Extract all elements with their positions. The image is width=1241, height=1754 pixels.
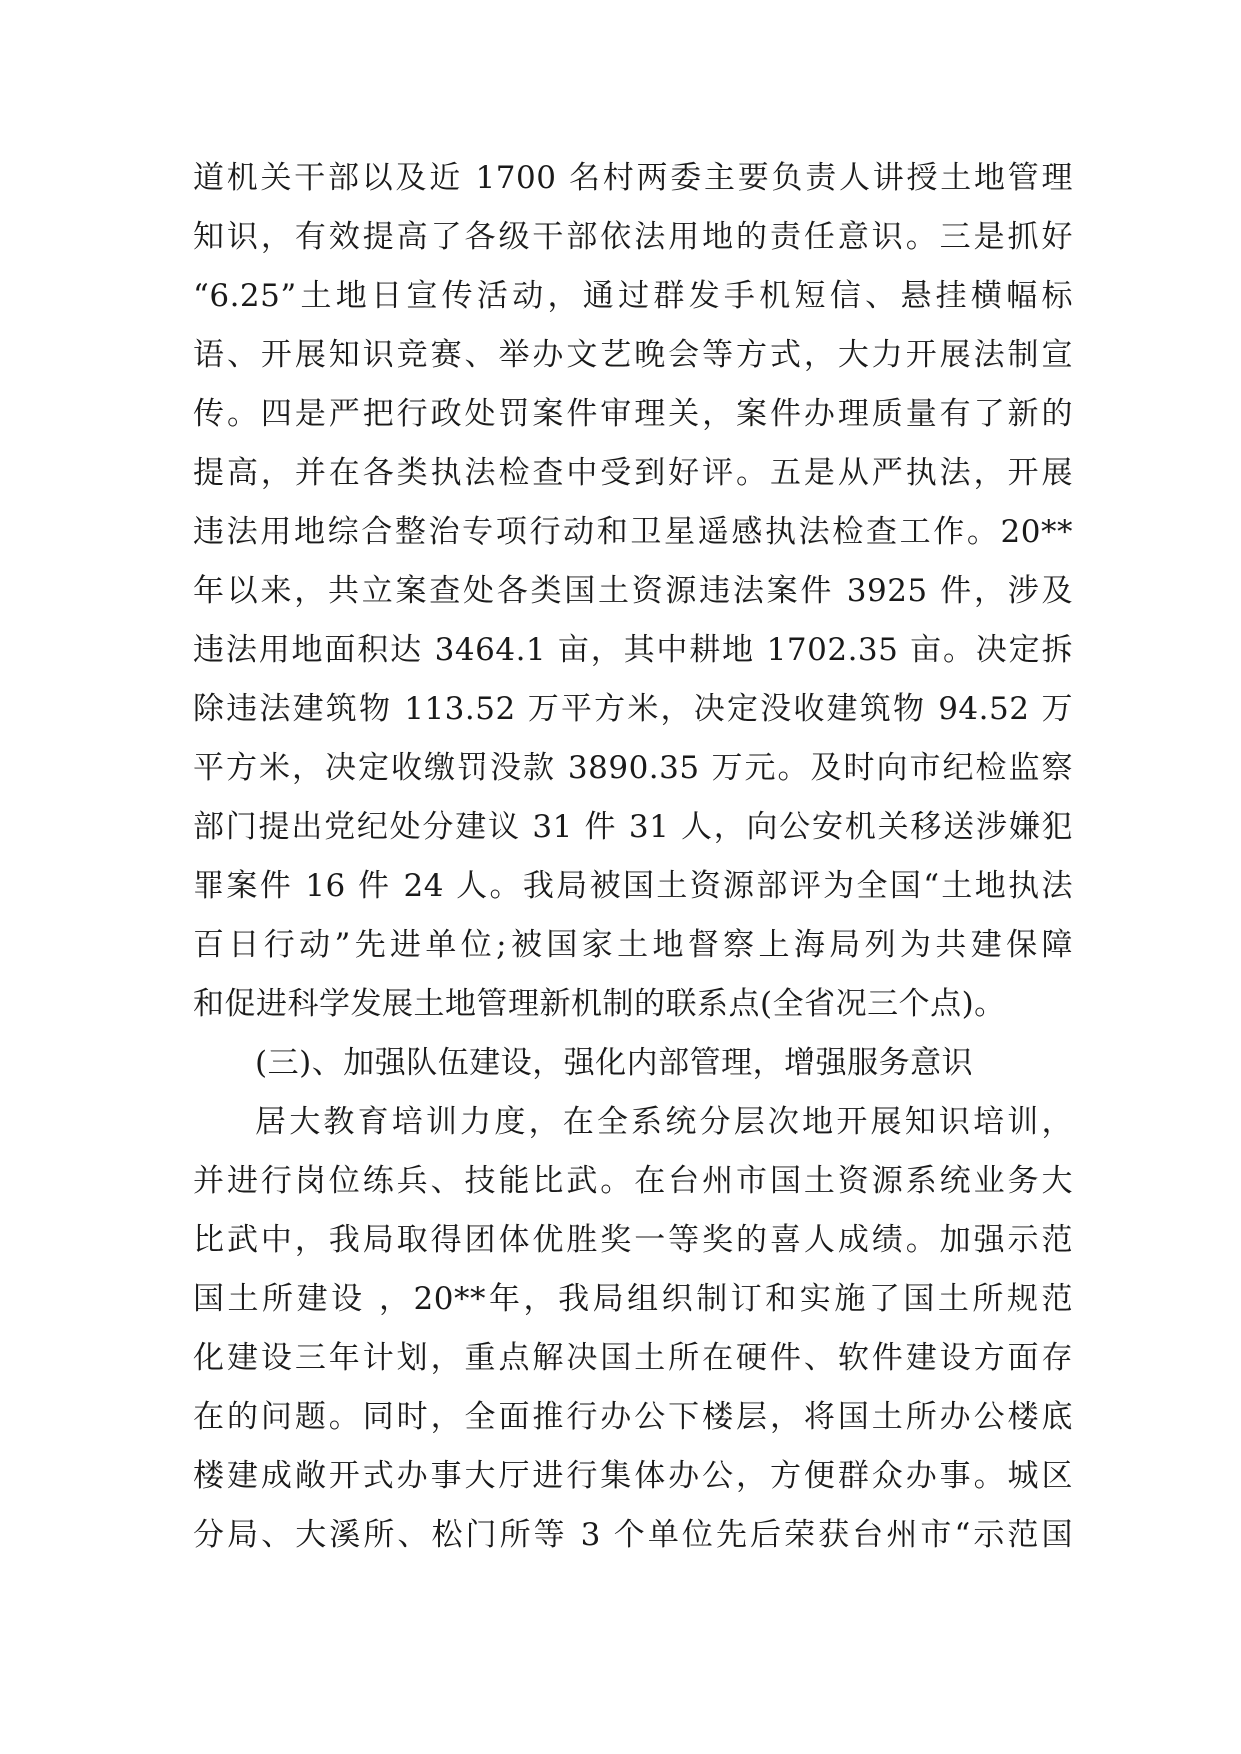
text-line: 并进行岗位练兵、技能比武。在台州市国土资源系统业务大 bbox=[193, 1163, 1073, 1199]
text-line: 传。四是严把行政处罚案件审理关，案件办理质量有了新的 bbox=[193, 396, 1073, 432]
text-line: 违法用地面积达 3464.1 亩，其中耕地 1702.35 亩。决定拆 bbox=[193, 632, 1073, 668]
text-line: 知识，有效提高了各级干部依法用地的责任意识。三是抓好 bbox=[193, 219, 1073, 255]
document-body bbox=[193, 158, 1073, 1574]
text-line: 化建设三年计划，重点解决国土所在硬件、软件建设方面存 bbox=[193, 1340, 1073, 1376]
text-line: 罪案件 16 件 24 人。我局被国土资源部评为全国“土地执法 bbox=[193, 868, 1073, 904]
text-line: 平方米，决定收缴罚没款 3890.35 万元。及时向市纪检监察 bbox=[193, 750, 1073, 786]
text-line: 道机关干部以及近 1700 名村两委主要负责人讲授土地管理 bbox=[193, 160, 1073, 196]
text-line: 分局、大溪所、松门所等 3 个单位先后荣获台州市“示范国 bbox=[193, 1517, 1073, 1553]
text-line: “6.25”土地日宣传活动，通过群发手机短信、悬挂横幅标 bbox=[193, 278, 1073, 314]
text-line: 居大教育培训力度，在全系统分层次地开展知识培训， bbox=[255, 1104, 1073, 1140]
text-line: 楼建成敞开式办事大厅进行集体办公，方便群众办事。城区 bbox=[193, 1458, 1073, 1494]
text-line: 除违法建筑物 113.52 万平方米，决定没收建筑物 94.52 万 bbox=[193, 691, 1073, 727]
text-line: 百日行动”先进单位;被国家土地督察上海局列为共建保障 bbox=[193, 927, 1073, 963]
text-line: 和促进科学发展土地管理新机制的联系点(全省况三个点)。 bbox=[193, 986, 1006, 1022]
text-line: 部门提出党纪处分建议 31 件 31 人，向公安机关移送涉嫌犯 bbox=[193, 809, 1073, 845]
text-line: 在的问题。同时，全面推行办公下楼层，将国土所办公楼底 bbox=[193, 1399, 1073, 1435]
text-line: 国土所建设 ，20**年，我局组织制订和实施了国土所规范 bbox=[193, 1281, 1073, 1317]
text-line: 提高，并在各类执法检查中受到好评。五是从严执法，开展 bbox=[193, 455, 1073, 491]
section-heading: (三)、加强队伍建设，强化内部管理，增强服务意识 bbox=[255, 1045, 974, 1081]
text-line: 语、开展知识竞赛、举办文艺晚会等方式，大力开展法制宣 bbox=[193, 337, 1073, 373]
text-line: 年以来，共立案查处各类国土资源违法案件 3925 件，涉及 bbox=[193, 573, 1073, 609]
text-line: 比武中，我局取得团体优胜奖一等奖的喜人成绩。加强示范 bbox=[193, 1222, 1073, 1258]
text-line: 违法用地综合整治专项行动和卫星遥感执法检查工作。20** bbox=[193, 514, 1073, 550]
